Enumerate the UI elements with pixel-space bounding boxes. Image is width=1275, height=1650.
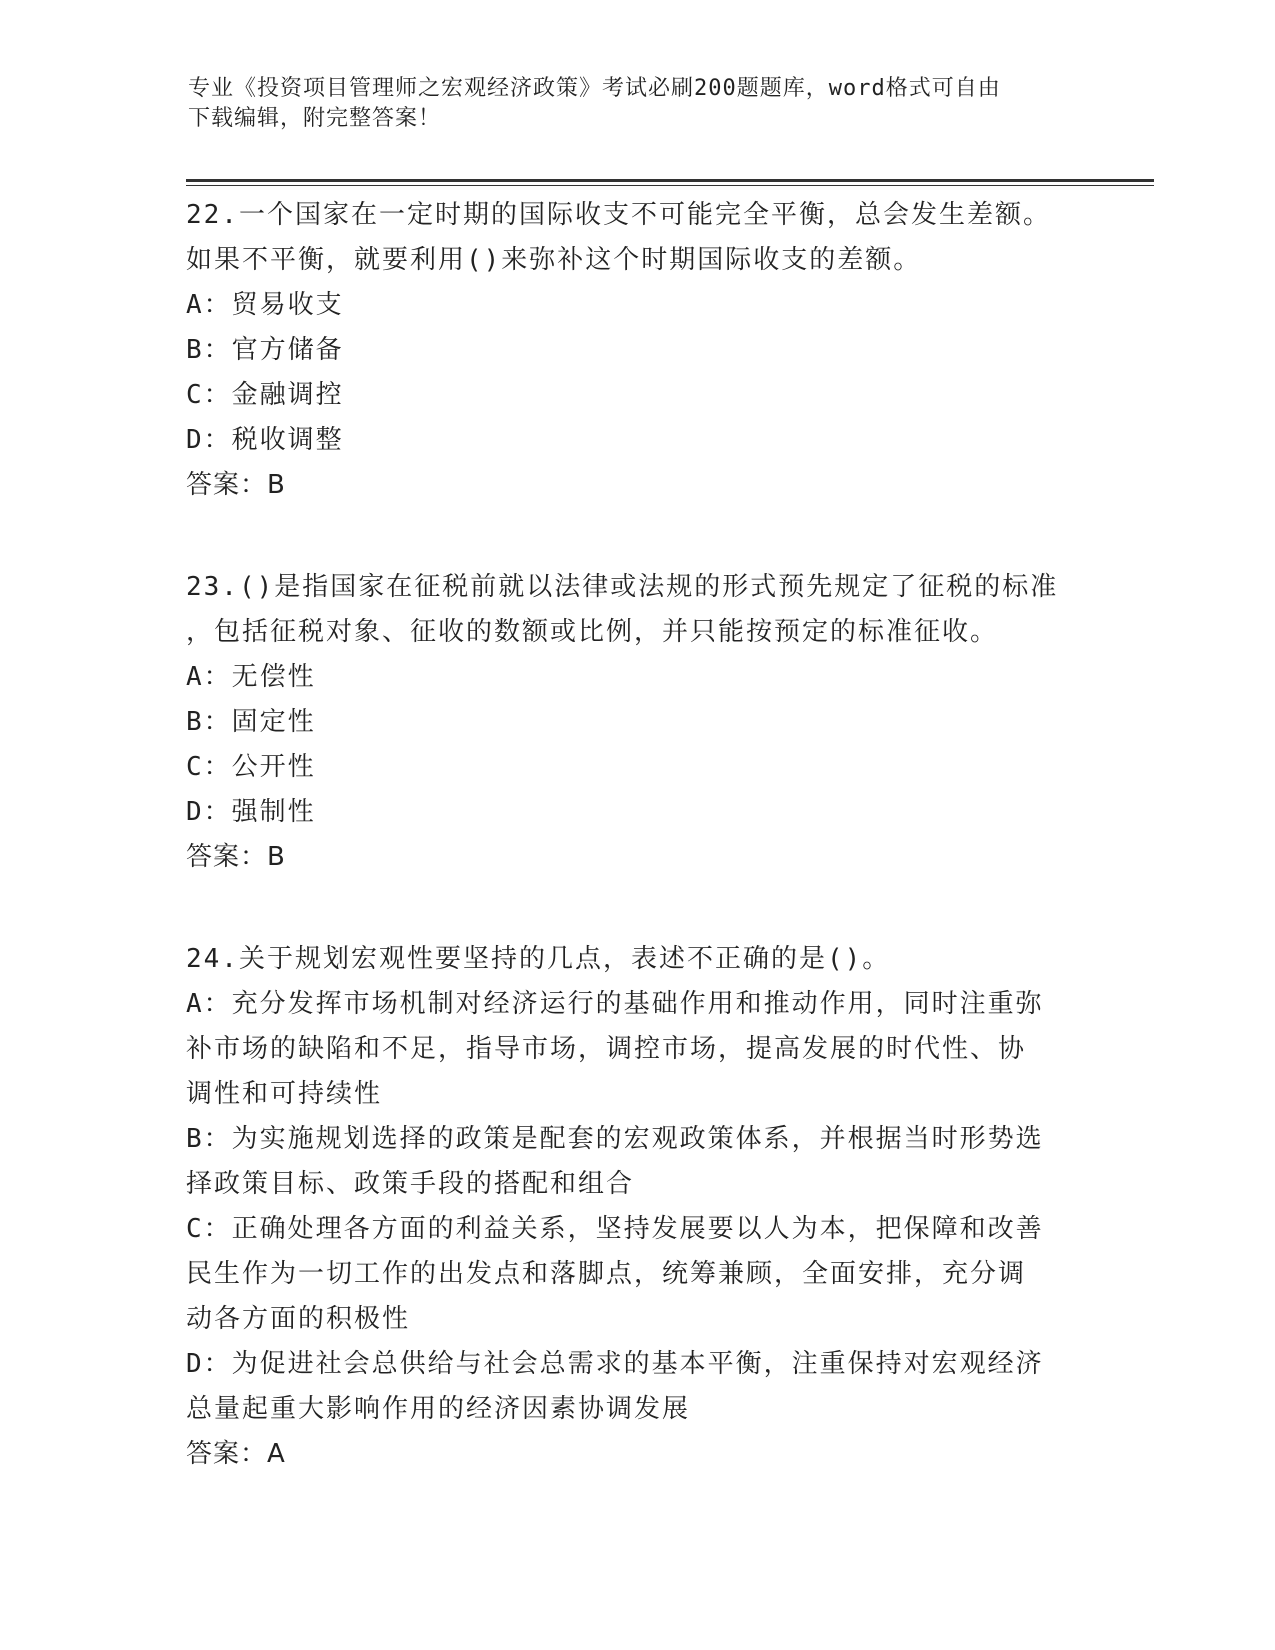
header-line-1: 专业《投资项目管理师之宏观经济政策》考试必刷200题题库，word格式可自由 (188, 76, 1001, 101)
answer-line: 答案：B (186, 470, 286, 500)
question-text-line: 如果不平衡，就要利用()来弥补这个时期国际收支的差额。 (186, 245, 922, 275)
answer-line: 答案：A (186, 1439, 286, 1469)
question-text-line: 23.()是指国家在征税前就以法律或法规的形式预先规定了征税的标准 (186, 572, 1059, 602)
option-line: D：强制性 (186, 797, 316, 827)
option-line: D：税收调整 (186, 425, 344, 455)
option-line: A：充分发挥市场机制对经济运行的基础作用和推动作用，同时注重弥 (186, 989, 1044, 1019)
option-line: C：公开性 (186, 752, 316, 782)
question-block (186, 565, 1086, 880)
option-line: 总量起重大影响作用的经济因素协调发展 (186, 1394, 691, 1424)
option-line: D：为促进社会总供给与社会总需求的基本平衡，注重保持对宏观经济 (186, 1349, 1044, 1379)
question-text-line: 24.关于规划宏观性要坚持的几点，表述不正确的是()。 (186, 944, 891, 974)
question-block (186, 937, 1086, 1477)
option-line: C：正确处理各方面的利益关系，坚持发展要以人为本，把保障和改善 (186, 1214, 1044, 1244)
header-divider-thick (186, 179, 1154, 182)
document-header (188, 74, 1088, 134)
header-divider-thin (186, 185, 1154, 186)
question-list (186, 193, 1086, 1534)
question-block (186, 193, 1086, 508)
option-line: B：固定性 (186, 707, 316, 737)
option-line: 民生作为一切工作的出发点和落脚点，统筹兼顾，全面安排，充分调 (186, 1259, 1027, 1289)
question-text-line: 22.一个国家在一定时期的国际收支不可能完全平衡，总会发生差额。 (186, 200, 1051, 230)
option-line: 补市场的缺陷和不足，指导市场，调控市场，提高发展的时代性、协 (186, 1034, 1027, 1064)
option-line: A：无偿性 (186, 662, 316, 692)
header-line-2: 下载编辑，附完整答案！ (188, 106, 442, 131)
option-line: 调性和可持续性 (186, 1079, 383, 1109)
question-text-line: ，包括征税对象、征收的数额或比例，并只能按预定的标准征收。 (186, 617, 999, 647)
option-line: B：官方储备 (186, 335, 344, 365)
option-line: 择政策目标、政策手段的搭配和组合 (186, 1169, 635, 1199)
option-line: B：为实施规划选择的政策是配套的宏观政策体系，并根据当时形势选 (186, 1124, 1044, 1154)
option-line: C：金融调控 (186, 380, 344, 410)
answer-line: 答案：B (186, 842, 286, 872)
option-line: 动各方面的积极性 (186, 1304, 411, 1334)
option-line: A：贸易收支 (186, 290, 344, 320)
